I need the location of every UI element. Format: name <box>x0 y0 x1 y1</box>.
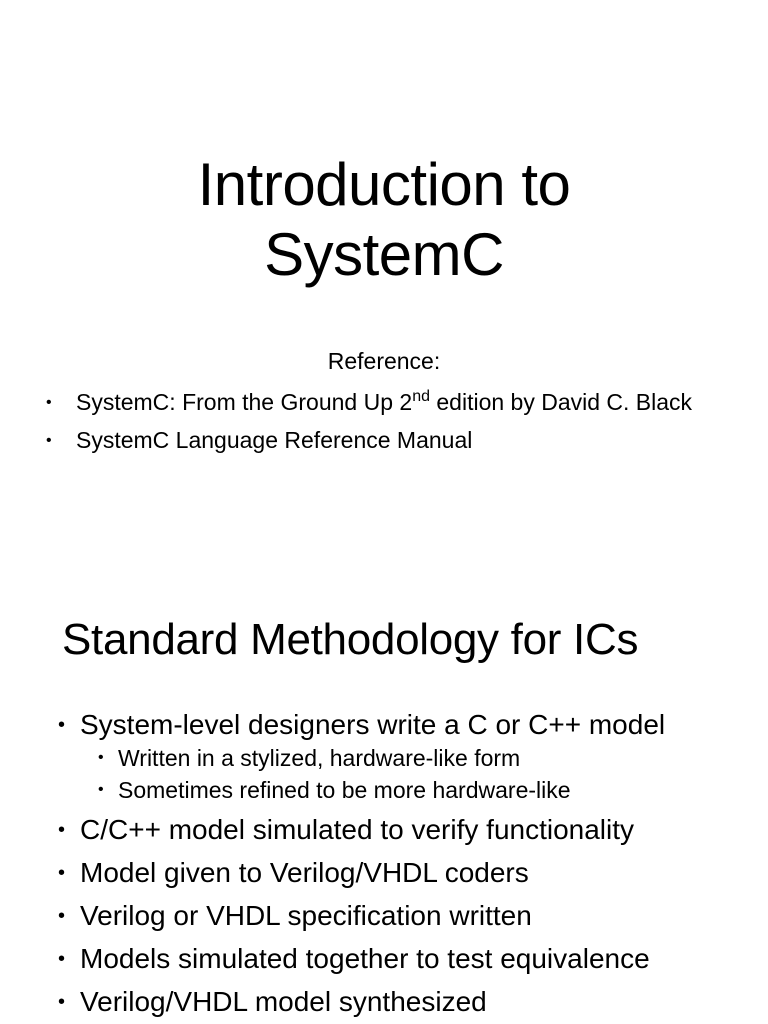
reference-text-after: edition by David C. Black <box>429 389 693 415</box>
list-item-text: Verilog or VHDL specification written <box>80 900 532 931</box>
list-item-text: C/C++ model simulated to verify functionality <box>80 814 635 845</box>
reference-item <box>46 427 726 454</box>
list-item <box>58 940 758 978</box>
reference-heading: Reference: <box>327 348 441 374</box>
bullet-icon: • <box>98 749 104 766</box>
list-item-text: Model given to Verilog/VHDL coders <box>80 857 529 888</box>
bullet-icon: • <box>46 432 52 449</box>
bullet-icon: • <box>58 819 66 841</box>
list-item-text: Verilog/VHDL model synthesized <box>80 986 487 1017</box>
reference-list <box>46 389 726 465</box>
methodology-list <box>58 706 758 1024</box>
sub-list <box>80 742 758 806</box>
list-item <box>58 983 758 1021</box>
sub-list-item <box>98 774 758 806</box>
slide2-title: Standard Methodology for ICs <box>62 615 639 664</box>
list-item <box>58 811 758 849</box>
reference-text: SystemC: From the Ground Up 2 <box>76 389 413 415</box>
list-item-text: Models simulated together to test equivalence <box>80 943 650 974</box>
list-item <box>58 706 758 806</box>
bullet-icon: • <box>58 948 66 970</box>
sub-list-item-text: Sometimes refined to be more hardware-like <box>118 777 571 803</box>
slide1-title <box>0 150 768 290</box>
bullet-icon: • <box>46 394 52 411</box>
reference-superscript: nd <box>412 388 430 405</box>
title-line-2: SystemC <box>264 221 504 288</box>
bullet-icon: • <box>58 905 66 927</box>
bullet-icon: • <box>58 862 66 884</box>
reference-text: SystemC Language Reference Manual <box>76 427 473 453</box>
sub-list-item <box>98 742 758 774</box>
list-item-text: System-level designers write a C or C++ model <box>80 709 666 740</box>
bullet-icon: • <box>98 781 104 798</box>
bullet-icon: • <box>58 714 66 736</box>
sub-list-item-text: Written in a stylized, hardware-like form <box>118 745 521 771</box>
reference-item <box>46 389 726 416</box>
bullet-icon: • <box>58 991 66 1013</box>
title-line-1: Introduction to <box>197 151 571 218</box>
list-item <box>58 897 758 935</box>
list-item <box>58 854 758 892</box>
